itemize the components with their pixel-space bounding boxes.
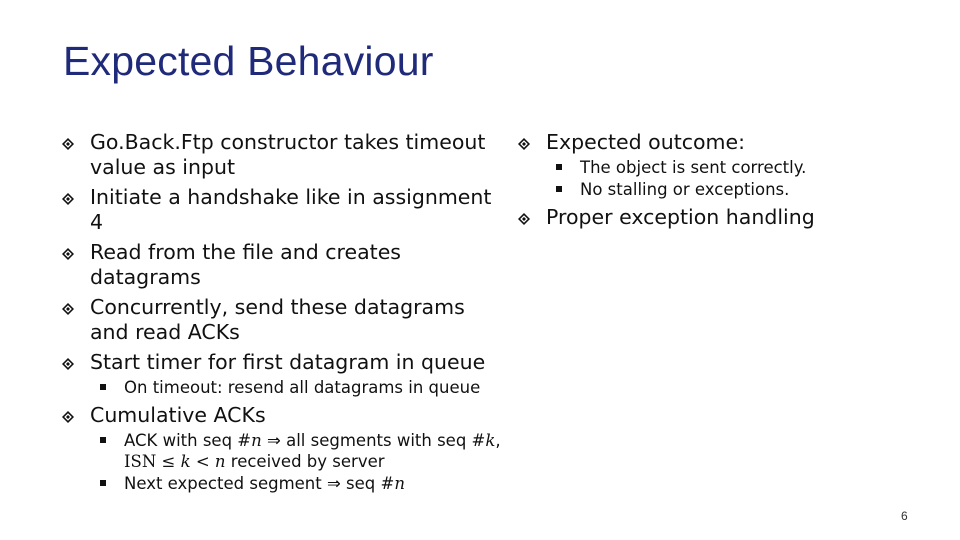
bullet-text: Initiate a handshake like in assignment 4 [90, 185, 492, 234]
diamond-bullet-icon [518, 213, 530, 225]
sub-list-item [556, 157, 838, 178]
left-column [62, 128, 502, 494]
diamond-bullet-icon [518, 138, 530, 150]
sub-bullet-text: On timeout: resend all datagrams in queue [124, 378, 481, 397]
list-item [62, 350, 502, 398]
list-item [518, 130, 838, 200]
sub-bullet-text: The object is sent correctly. [580, 158, 807, 177]
list-item [518, 205, 838, 230]
square-bullet-icon [100, 480, 106, 486]
bullet-list-right [518, 130, 838, 230]
bullet-list-left [62, 130, 502, 494]
square-bullet-icon [556, 186, 562, 192]
sub-bullet-text: No stalling or exceptions. [580, 180, 790, 199]
bullet-text: Proper exception handling [546, 205, 815, 229]
sub-bullet-list [556, 157, 838, 200]
list-item [62, 130, 502, 180]
diamond-bullet-icon [62, 411, 74, 423]
sub-bullet-list [100, 430, 502, 494]
sub-bullet-text: ACK with seq #n ⇒ all segments with seq #k, ISN ≤ k < n received by server [124, 431, 501, 471]
bullet-text: Go.Back.Ftp constructor takes timeout value as input [90, 130, 486, 179]
page-number: 6 [901, 509, 908, 523]
diamond-bullet-icon [62, 303, 74, 315]
bullet-text: Expected outcome: [546, 130, 746, 154]
sub-list-item [556, 179, 838, 200]
list-item [62, 185, 502, 235]
bullet-text: Read from the file and creates datagrams [90, 240, 401, 289]
sub-list-item [100, 430, 502, 472]
square-bullet-icon [556, 164, 562, 170]
diamond-bullet-icon [62, 358, 74, 370]
list-item [62, 240, 502, 290]
diamond-bullet-icon [62, 193, 74, 205]
diamond-bullet-icon [62, 138, 74, 150]
square-bullet-icon [100, 437, 106, 443]
sub-bullet-text: Next expected segment ⇒ seq #n [124, 474, 405, 493]
list-item [62, 295, 502, 345]
bullet-text: Start timer for first datagram in queue [90, 350, 486, 374]
list-item [62, 403, 502, 494]
bullet-text: Cumulative ACKs [90, 403, 266, 427]
sub-list-item [100, 473, 502, 494]
sub-list-item [100, 377, 502, 398]
right-column [518, 128, 838, 230]
sub-bullet-list [100, 377, 502, 398]
bullet-text: Concurrently, send these datagrams and read ACKs [90, 295, 465, 344]
slide-title: Expected Behaviour [63, 38, 434, 84]
diamond-bullet-icon [62, 248, 74, 260]
square-bullet-icon [100, 384, 106, 390]
